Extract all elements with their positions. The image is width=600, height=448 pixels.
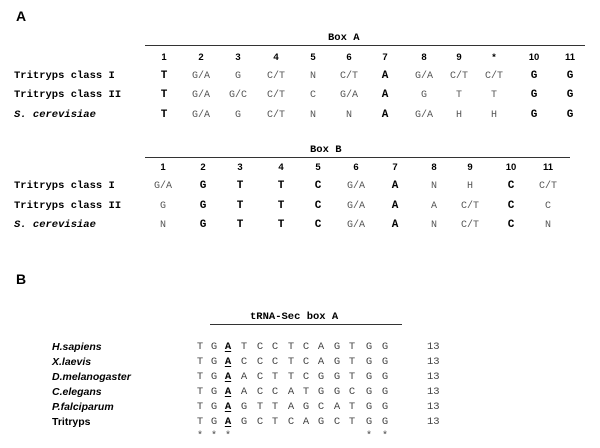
motif-cell: A <box>391 219 399 231</box>
row-label: S. cerevisiae <box>14 109 96 121</box>
nucleotide: G <box>381 386 389 398</box>
column-number: 9 <box>456 52 462 63</box>
nucleotide: T <box>348 371 356 383</box>
motif-cell: G <box>530 89 538 101</box>
motif-cell: G/A <box>414 71 434 82</box>
motif-cell: G/A <box>346 181 366 192</box>
motif-cell: A <box>430 201 438 212</box>
motif-cell: G <box>199 180 207 192</box>
column-number: 6 <box>353 162 359 173</box>
sequence-length: 13 <box>427 386 440 398</box>
motif-cell: C <box>507 200 515 212</box>
nucleotide: T <box>348 341 356 353</box>
column-number: 11 <box>564 52 576 63</box>
nucleotide: A <box>224 386 232 398</box>
nucleotide: T <box>196 356 204 368</box>
nucleotide: G <box>365 341 373 353</box>
motif-cell: G <box>566 70 574 82</box>
nucleotide: G <box>381 416 389 428</box>
motif-cell: C/T <box>484 71 504 82</box>
nucleotide: G <box>333 371 341 383</box>
motif-cell: C <box>507 180 515 192</box>
motif-cell: C <box>314 200 322 212</box>
motif-cell: H <box>466 181 474 192</box>
nucleotide: G <box>210 386 218 398</box>
motif-cell: N <box>430 220 438 231</box>
nucleotide: C <box>302 341 310 353</box>
nucleotide: G <box>333 341 341 353</box>
sequence-length: 13 <box>427 401 440 413</box>
nucleotide: G <box>381 341 389 353</box>
motif-cell: A <box>391 180 399 192</box>
nucleotide: T <box>196 341 204 353</box>
nucleotide: T <box>287 371 295 383</box>
column-number: 5 <box>315 162 321 173</box>
nucleotide: A <box>240 371 248 383</box>
nucleotide: A <box>287 401 295 413</box>
nucleotide: G <box>381 356 389 368</box>
motif-cell: G/A <box>346 201 366 212</box>
column-number: 5 <box>310 52 316 63</box>
nucleotide: G <box>381 371 389 383</box>
motif-cell: C/T <box>266 71 286 82</box>
motif-cell: H <box>455 110 463 121</box>
row-label: Tritryps class II <box>14 200 122 212</box>
nucleotide: T <box>240 341 248 353</box>
column-number: 3 <box>235 52 241 63</box>
nucleotide: G <box>333 386 341 398</box>
motif-cell: G <box>566 109 574 121</box>
panel-a-label: A <box>16 8 27 24</box>
nucleotide: C <box>271 386 279 398</box>
conservation-mark: * <box>210 431 218 442</box>
row-label: Tritryps class I <box>14 180 115 192</box>
nucleotide: G <box>240 416 248 428</box>
nucleotide: C <box>287 416 295 428</box>
species-label: X.laevis <box>52 356 92 368</box>
nucleotide: T <box>271 416 279 428</box>
nucleotide: G <box>317 386 325 398</box>
motif-cell: C/T <box>266 110 286 121</box>
column-number: 7 <box>382 52 388 63</box>
motif-cell: G <box>234 110 242 121</box>
nucleotide: G <box>210 371 218 383</box>
motif-cell: C <box>309 90 317 101</box>
row-label: S. cerevisiae <box>14 219 96 231</box>
motif-cell: C <box>314 219 322 231</box>
motif-cell: T <box>160 70 168 82</box>
alignment-rule <box>210 324 402 325</box>
alignment-title: tRNA-Sec box A <box>250 311 339 323</box>
conservation-mark: * <box>365 431 373 442</box>
motif-cell: G <box>530 109 538 121</box>
nucleotide: A <box>317 341 325 353</box>
nucleotide: A <box>224 416 232 428</box>
nucleotide: C <box>271 356 279 368</box>
nucleotide: C <box>256 416 264 428</box>
nucleotide: G <box>317 416 325 428</box>
motif-cell: G/A <box>191 110 211 121</box>
motif-cell: H <box>490 110 498 121</box>
nucleotide: T <box>348 356 356 368</box>
motif-cell: G/A <box>346 220 366 231</box>
motif-cell: C <box>507 219 515 231</box>
motif-cell: G <box>530 70 538 82</box>
column-number: 1 <box>160 162 166 173</box>
species-label: Tritryps <box>52 416 91 428</box>
motif-cell: A <box>381 70 389 82</box>
nucleotide: T <box>271 401 279 413</box>
motif-cell: G/C <box>228 90 248 101</box>
nucleotide: C <box>348 386 356 398</box>
column-number: 1 <box>161 52 167 63</box>
motif-cell: A <box>381 89 389 101</box>
panel-b-label: B <box>16 271 27 287</box>
nucleotide: C <box>256 386 264 398</box>
nucleotide: G <box>365 356 373 368</box>
conservation-mark: * <box>381 431 389 442</box>
motif-cell: C <box>314 180 322 192</box>
motif-cell: T <box>277 219 285 231</box>
column-number: 10 <box>528 52 540 63</box>
species-label: H.sapiens <box>52 341 102 353</box>
column-number: 8 <box>431 162 437 173</box>
motif-cell: G <box>234 71 242 82</box>
conservation-mark: * <box>196 431 204 442</box>
nucleotide: A <box>333 401 341 413</box>
motif-cell: N <box>159 220 167 231</box>
nucleotide: G <box>333 356 341 368</box>
nucleotide: C <box>302 356 310 368</box>
nucleotide: T <box>271 371 279 383</box>
nucleotide: G <box>210 341 218 353</box>
nucleotide: T <box>287 341 295 353</box>
nucleotide: T <box>256 401 264 413</box>
nucleotide: A <box>317 356 325 368</box>
nucleotide: T <box>348 401 356 413</box>
nucleotide: G <box>365 386 373 398</box>
nucleotide: G <box>210 416 218 428</box>
motif-cell: T <box>236 180 244 192</box>
sequence-length: 13 <box>427 356 440 368</box>
nucleotide: G <box>365 371 373 383</box>
nucleotide: A <box>224 341 232 353</box>
box-rule <box>145 157 570 158</box>
motif-cell: G <box>199 219 207 231</box>
nucleotide: G <box>381 401 389 413</box>
nucleotide: G <box>302 401 310 413</box>
column-number: 4 <box>273 52 279 63</box>
motif-cell: C/T <box>538 181 558 192</box>
nucleotide: T <box>302 386 310 398</box>
motif-cell: C/T <box>339 71 359 82</box>
nucleotide: A <box>302 416 310 428</box>
nucleotide: T <box>287 356 295 368</box>
nucleotide: T <box>348 416 356 428</box>
motif-cell: N <box>345 110 353 121</box>
nucleotide: C <box>256 356 264 368</box>
nucleotide: A <box>224 401 232 413</box>
column-number: 3 <box>237 162 243 173</box>
nucleotide: A <box>224 371 232 383</box>
nucleotide: G <box>317 371 325 383</box>
motif-cell: N <box>309 110 317 121</box>
nucleotide: A <box>224 356 232 368</box>
nucleotide: T <box>196 416 204 428</box>
motif-cell: G <box>566 89 574 101</box>
conservation-mark: * <box>224 431 232 442</box>
motif-cell: C <box>544 201 552 212</box>
sequence-length: 13 <box>427 341 440 353</box>
column-number: 9 <box>467 162 473 173</box>
sequence-length: 13 <box>427 371 440 383</box>
motif-cell: G <box>420 90 428 101</box>
motif-cell: G <box>199 200 207 212</box>
column-number: 2 <box>198 52 204 63</box>
motif-cell: G/A <box>153 181 173 192</box>
motif-cell: C/T <box>460 201 480 212</box>
nucleotide: G <box>210 401 218 413</box>
nucleotide: T <box>196 371 204 383</box>
box-rule <box>145 45 585 46</box>
nucleotide: G <box>240 401 248 413</box>
motif-cell: A <box>381 109 389 121</box>
motif-cell: G/A <box>414 110 434 121</box>
motif-cell: T <box>236 200 244 212</box>
nucleotide: C <box>256 371 264 383</box>
motif-cell: T <box>490 90 498 101</box>
motif-cell: T <box>455 90 463 101</box>
species-label: P.falciparum <box>52 401 114 413</box>
motif-cell: T <box>160 89 168 101</box>
motif-cell: C/T <box>460 220 480 231</box>
motif-cell: T <box>236 219 244 231</box>
motif-cell: G/A <box>191 90 211 101</box>
nucleotide: T <box>196 386 204 398</box>
column-number: 8 <box>421 52 427 63</box>
column-number: * <box>492 52 496 63</box>
column-number: 7 <box>392 162 398 173</box>
nucleotide: G <box>210 356 218 368</box>
nucleotide: C <box>256 341 264 353</box>
species-label: D.melanogaster <box>52 371 131 383</box>
box-title: Box A <box>328 32 360 44</box>
column-number: 10 <box>505 162 517 173</box>
motif-cell: N <box>430 181 438 192</box>
nucleotide: G <box>365 401 373 413</box>
motif-cell: G/A <box>191 71 211 82</box>
motif-cell: A <box>391 200 399 212</box>
row-label: Tritryps class II <box>14 89 122 101</box>
nucleotide: C <box>333 416 341 428</box>
nucleotide: G <box>365 416 373 428</box>
row-label: Tritryps class I <box>14 70 115 82</box>
motif-cell: C/T <box>266 90 286 101</box>
motif-cell: T <box>160 109 168 121</box>
column-number: 2 <box>200 162 206 173</box>
nucleotide: C <box>302 371 310 383</box>
motif-cell: G <box>159 201 167 212</box>
column-number: 11 <box>542 162 554 173</box>
column-number: 6 <box>346 52 352 63</box>
nucleotide: C <box>317 401 325 413</box>
motif-cell: T <box>277 200 285 212</box>
nucleotide: T <box>196 401 204 413</box>
sequence-length: 13 <box>427 416 440 428</box>
column-number: 4 <box>278 162 284 173</box>
nucleotide: C <box>240 356 248 368</box>
nucleotide: A <box>240 386 248 398</box>
motif-cell: N <box>544 220 552 231</box>
nucleotide: A <box>287 386 295 398</box>
motif-cell: N <box>309 71 317 82</box>
nucleotide: C <box>271 341 279 353</box>
motif-cell: T <box>277 180 285 192</box>
motif-cell: G/A <box>339 90 359 101</box>
motif-cell: C/T <box>449 71 469 82</box>
species-label: C.elegans <box>52 386 102 398</box>
box-title: Box B <box>310 144 342 156</box>
